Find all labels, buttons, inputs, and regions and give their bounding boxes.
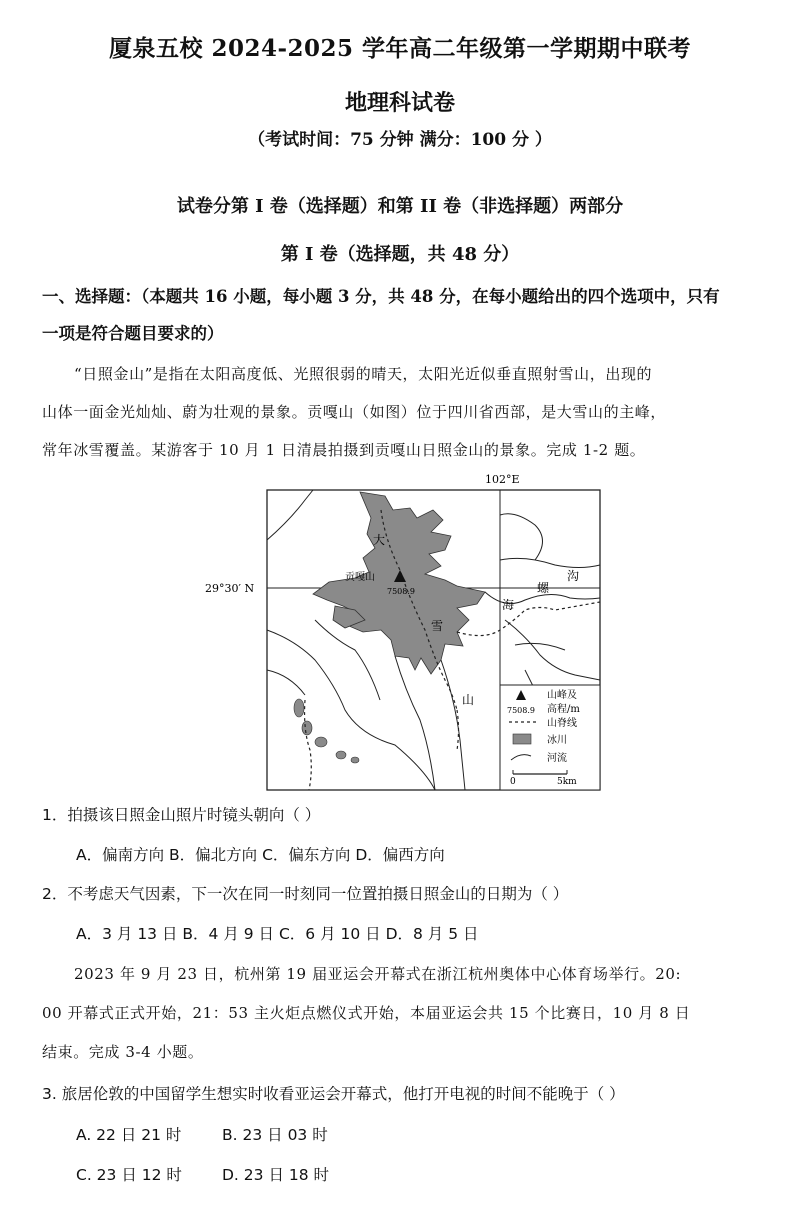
passage2-line-1: 2023 年 9 月 23 日，杭州第 19 届亚运会开幕式在浙江杭州奥体中心体育场举行。20: (74, 965, 682, 983)
question-3-option-c: C. 23 日 12 时 (76, 1166, 182, 1184)
paper-subtitle: 地理科试卷 (344, 90, 455, 116)
map-legend (500, 685, 600, 790)
question-3-option-a: A. 22 日 21 时 (76, 1126, 182, 1144)
legend-river: 河流 (547, 753, 567, 764)
passage1-line-1: “日照金山”是指在太阳高度低、光照很弱的晴天，太阳光近似垂直照射雪山，出现的 (74, 365, 653, 383)
legend-peak-label-2: 高程/m (547, 704, 580, 715)
legend-ridge: 山脊线 (547, 718, 577, 729)
passage1-line-2: 山体一面金光灿灿、蔚为壮观的景象。贡嘎山（如图）位于四川省西部，是大雪山的主峰， (42, 403, 667, 421)
question-3-option-b: B. 23 日 03 时 (222, 1126, 328, 1144)
gully-char-gou: 沟 (567, 569, 580, 583)
passage1-line-3: 常年冰雪覆盖。某游客于 10 月 1 日清晨拍摄到贡嘎山日照金山的景象。完成 1-2 题。 (42, 441, 646, 459)
legend-peak-value: 7508.9 (507, 706, 535, 715)
latitude-label: 29°30′ N (205, 582, 255, 595)
gully-char-luo: 螺 (537, 581, 550, 595)
exam-title: 厦泉五校 2024-2025 学年高二年级第一学期期中联考 (108, 35, 692, 62)
question-3-option-d: D. 23 日 18 时 (222, 1166, 330, 1184)
passage2-line-2: 00 开幕式正式开始，21：53 主火炬点燃仪式开始，本届亚运会共 15 个比赛日，10 月 8 日 (42, 1004, 691, 1022)
passage2-line-3: 结束。完成 3-4 小题。 (42, 1043, 204, 1061)
legend-scale-end: 5km (557, 777, 577, 787)
legend-scale-zero: 0 (510, 777, 516, 787)
gongga-map-figure (195, 470, 615, 795)
legend-glacier: 冰川 (547, 735, 567, 746)
exam-info: （考试时间：75 分钟 满分：100 分 ） (248, 130, 552, 150)
gully-char-hai: 海 (502, 598, 515, 612)
instructions-line-2: 一项是符合题目要求的） (42, 324, 224, 343)
question-3-stem: 3. 旅居伦敦的中国留学生想实时收看亚运会开幕式，他打开电视的时间不能晚于（ ） (42, 1085, 625, 1103)
parts-note: 试卷分第 I 卷（选择题）和第 II 卷（非选择题）两部分 (176, 196, 624, 217)
range-char-da: 大 (373, 533, 386, 547)
range-char-shan: 山 (462, 693, 475, 707)
question-2-options: A．3 月 13 日 B．4 月 9 日 C．6 月 10 日 D．8 月 5 日 (76, 925, 479, 943)
instructions-line-1: 一、选择题：（本题共 16 小题，每小题 3 分，共 48 分，在每小题给出的四个选项中，只有 (42, 287, 720, 306)
peak-name: 贡嘎山 (345, 572, 375, 583)
question-1-options: A．偏南方向 B．偏北方向 C．偏东方向 D．偏西方向 (76, 846, 445, 864)
legend-peak-label-1: 山峰及 (547, 690, 577, 701)
longitude-label: 102°E (485, 473, 520, 486)
question-1-stem: 1．拍摄该日照金山照片时镜头朝向（ ） (42, 806, 321, 824)
peak-elevation: 7508.9 (387, 587, 415, 596)
range-char-xue: 雪 (431, 619, 444, 633)
question-2-stem: 2．不考虑天气因素，下一次在同一时刻同一位置拍摄日照金山的日期为（ ） (42, 885, 569, 903)
section-title: 第 I 卷（选择题，共 48 分） (280, 244, 520, 265)
